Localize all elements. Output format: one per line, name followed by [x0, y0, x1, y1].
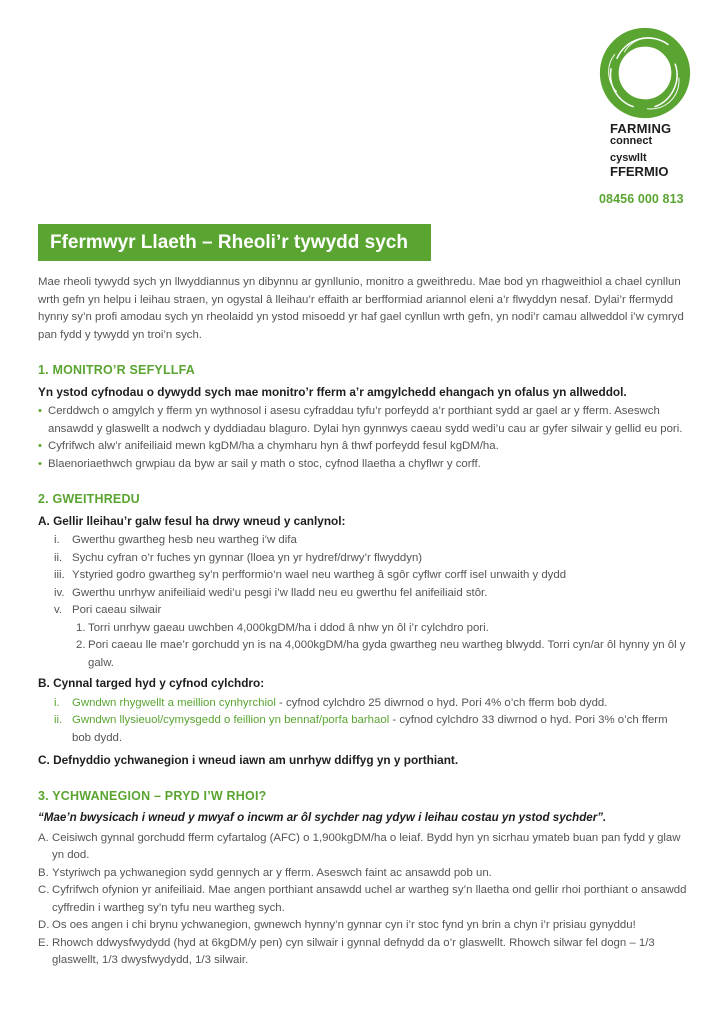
section-2a-lead: A. Gellir lleihau’r galw fesul ha drwy wneud y canlynol: — [38, 513, 346, 528]
list-item: C. Cyfrifwch ofynion yr anifeiliaid. Mae angen porthiant ansawdd uchel ar wartheg sy’n llaetha ond gellir rhoi porthiant o ansawdd cyffredin i wartheg sy’n tyfu neu wartheg sych. — [38, 884, 687, 914]
section-2a-list — [38, 532, 688, 620]
brand-line-farming: FARMING — [610, 121, 672, 136]
page-title: Ffermwyr Llaeth – Rheoli’r tywydd sych — [38, 224, 431, 261]
section-3-quote: “Mae’n bwysicach i wneud y mwyaf o incwm ar ôl sychder nag ydyw i leihau costau yn ystod sychder”. — [38, 811, 607, 824]
list-item: A. Ceisiwch gynnal gorchudd fferm cyfartalog (AFC) o 1,900kgDM/ha o leiaf. Bydd hyn yn sicrhau ymateb buan pan fydd y glaw yn dod. — [38, 831, 681, 861]
list-item: D. Os oes angen i chi brynu ychwanegion, gwnewch hynny’n gynnar cyn i’r stoc fynd yn brin a chyn i’r prisiau gynyddu! — [38, 919, 636, 931]
bullet-item: • Cerddwch o amgylch y fferm yn wythnosol i asesu cyfraddau tyfu’r porfeydd a’r porthiant sydd ar gael ar y fferm. Aseswch ansawdd y glaswellt a nodwch y dyddiadau blaguro. Dylai hyn gynnwys caeau sydd wedi’u cau ar gyfer silwair y gellid eu pori. — [38, 403, 688, 438]
section-1-lead: Yn ystod cyfnodau o dywydd sych mae monitro’r fferm a’r amgylchedd ehangach yn ofalus yn allweddol. — [38, 384, 627, 399]
list-item: i. Gwerthu gwartheg hesb neu wartheg i’w difa — [54, 534, 297, 546]
brand-line-ffermio: FFERMIO — [610, 164, 669, 179]
brand-line-connect: connect — [610, 135, 653, 147]
phone-number: 08456 000 813 — [599, 192, 684, 206]
list-item: 1. Torri unrhyw gaeau uwchben 4,000kgDM/ha i ddod â nhw yn ôl i’r cylchdro pori. — [76, 621, 489, 634]
section-2a-v-sublist — [38, 620, 688, 673]
section-3-heading: 3. YCHWANEGION – PRYD I’W RHOI? — [38, 788, 267, 803]
section-2c-lead: C. Defnyddio ychwanegion i wneud iawn am unrhyw ddiffyg yn y porthiant. — [38, 753, 459, 767]
brand-line-cyswllt: cyswllt — [610, 152, 647, 164]
section-2-heading: 2. GWEITHREDU — [38, 492, 140, 506]
section-2b-lead: B. Cynnal targed hyd y cyfnod cylchdro: — [38, 676, 265, 690]
section-1-bullets — [38, 403, 688, 473]
list-item: iii. Ystyried godro gwartheg sy’n perfformio’n wael neu wartheg â sgôr cyflwr corff isel unwaith y dydd — [54, 569, 567, 581]
section-2b-list — [38, 695, 688, 748]
document-body — [38, 274, 688, 970]
brand-wordmark — [610, 122, 671, 178]
bullet-item: • Cyfrifwch alw’r anifeiliaid mewn kgDM/ha a chymharu hyn â thwf porfeydd fesul kgDM/ha. — [38, 438, 688, 456]
intro-paragraph: Mae rheoli tywydd sych yn llwyddiannus yn dibynnu ar gynllunio, monitro a gweithredu. Mae bod yn rhagweithiol a chael cynllun wrth gefn yn helpu i leihau straen, yn ogystal â lleihau’r effaith ar berfformiad ariannol eleni a’r flwyddyn nesaf. Dylai’r ffermydd hynny sy’n profi amodau sych yn rheolaidd yn ystod misoedd yr haf gael cynllun wrth gefn, yn nodi’r camau allweddol i’w cymryd pan fydd y tywydd yn troi’n sych. — [38, 276, 684, 341]
list-item: ii. Sychu cyfran o’r fuches yn gynnar (lloea yn yr hydref/drwy’r flwyddyn) — [54, 551, 423, 564]
section-1-heading: 1. MONITRO’R SEFYLLFA — [38, 363, 195, 377]
farming-connect-logo-icon — [598, 26, 692, 120]
list-item: iv. Gwerthu unrhyw anifeiliaid wedi’u pesgi i’w lladd neu eu gwerthu fel anifeiliaid stôr. — [54, 586, 488, 599]
list-item: B. Ystyriwch pa ychwanegion sydd gennych ar y fferm. Aseswch faint ac ansawdd pob un. — [38, 866, 492, 879]
list-item: v. Pori caeau silwair — [54, 604, 162, 616]
section-3-list — [38, 830, 688, 970]
list-item: 2. Pori caeau lle mae’r gorchudd yn is na 4,000kgDM/ha gyda gwartheg neu wartheg blwydd. Torri cyn/ar ôl hynny yn ôl y galw. — [76, 639, 686, 669]
list-item: ii. Gwndwn llysieuol/cymysgedd o feillion yn bennaf/porfa barhaol - cyfnod cylchdro 33 diwrnod o hyd. Pori 3% o’ch fferm bob dydd. — [54, 714, 668, 744]
bullet-item: • Blaenoriaethwch grwpiau da byw ar sail y math o stoc, cyfnod llaetha a chyflwr y corff. — [38, 456, 688, 474]
list-item: E. Rhowch ddwysfwydydd (hyd at 6kgDM/y pen) cyn silwair i gynnal defnydd da o’r glaswellt. Rhowch silwar fel dogn – 1/3 glaswellt, 1/3 dwysfwydydd, 1/3 silwair. — [38, 936, 655, 966]
list-item: i. Gwndwn rhygwellt a meillion cynhyrchiol - cyfnod cylchdro 25 diwrnod o hyd. Pori 4% o’ch fferm bob dydd. — [54, 696, 608, 709]
